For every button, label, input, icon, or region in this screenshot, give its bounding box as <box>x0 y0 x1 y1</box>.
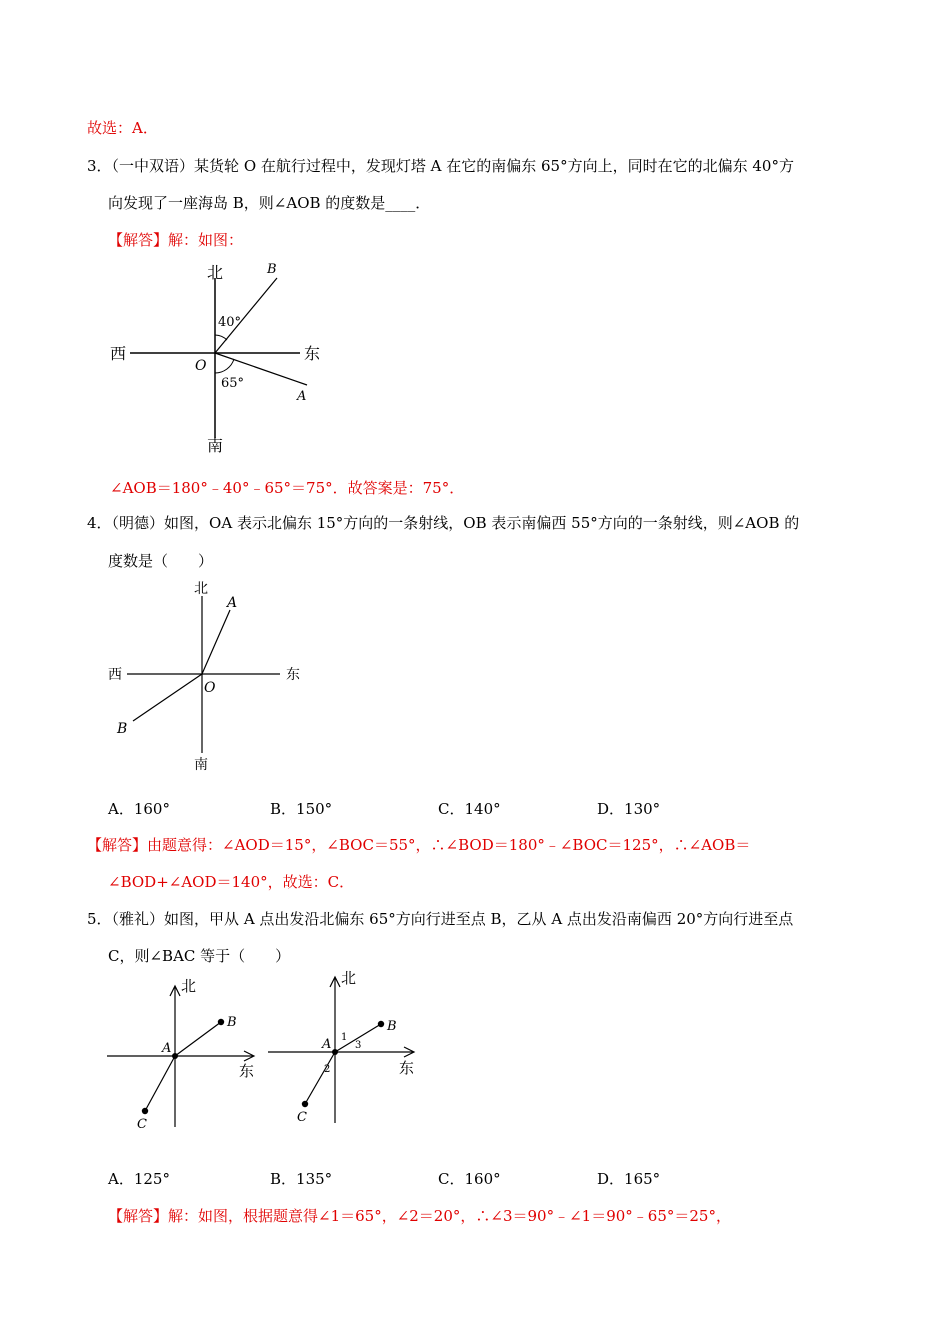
q5-right-segment-ac <box>305 1052 335 1104</box>
q5-left-label-east: 东 <box>239 1062 255 1080</box>
q3-label-north: 北 <box>207 263 224 282</box>
q3-angle-arc-65 <box>215 359 234 373</box>
q5-answer-line: 【解答】解：如图，根据题意得∠1＝65°，∠2＝20°，∴∠3＝90°﹣∠1＝90°﹣65°＝25°， <box>108 1207 731 1225</box>
q5-right-point-c <box>302 1101 308 1107</box>
q4-label-west: 西 <box>108 667 122 683</box>
q5-right-label-east: 东 <box>399 1059 415 1077</box>
q5-right-label-c: C <box>297 1110 307 1125</box>
q3-label-a: A <box>297 389 307 404</box>
q3-label-south: 南 <box>207 436 224 455</box>
q5-figure-left <box>103 972 263 1137</box>
q3-answer-line: ∠AOB＝180°﹣40°﹣65°＝75°．故答案是：75°． <box>110 479 465 497</box>
q3-label-o: O <box>195 358 207 374</box>
q5-left-label-b: B <box>227 1015 237 1030</box>
q4-compass-figure <box>105 578 315 773</box>
q5-option-d: D．165° <box>597 1170 661 1188</box>
q5-right-label-a: A <box>322 1037 332 1052</box>
q5-right-label-angle2: 2 <box>324 1064 331 1075</box>
q5-left-label-a: A <box>162 1041 172 1056</box>
q5-left-label-c: C <box>137 1117 147 1132</box>
q4-label-south: 南 <box>194 757 208 773</box>
q4-ray-oa <box>202 610 230 674</box>
q5-left-label-north: 北 <box>181 977 197 995</box>
q3-label-b: B <box>267 262 277 277</box>
q4-ray-ob <box>133 674 202 721</box>
q4-label-east: 东 <box>286 667 300 683</box>
q4-label-b: B <box>117 721 128 737</box>
q4-option-d: D．130° <box>597 800 661 818</box>
q3-compass-figure <box>105 258 335 458</box>
q3-text-line1: 3．（一中双语）某货轮 O 在航行过程中，发现灯塔 A 在它的南偏东 65°方向上，同时在它的北偏东 40°方 <box>87 157 794 175</box>
q5-left-segment-ac <box>145 1056 175 1111</box>
q3-text-line2: 向发现了一座海岛 B，则∠AOB 的度数是____． <box>108 194 431 212</box>
q3-label-west: 西 <box>110 344 127 363</box>
q3-answer-head: 【解答】解：如图： <box>108 231 244 249</box>
q5-option-a: A．125° <box>108 1170 170 1188</box>
q3-label-east: 东 <box>304 344 321 363</box>
q3-label-angle-40: 40° <box>218 315 242 330</box>
q5-left-point-c <box>142 1108 148 1114</box>
q5-text-line1: 5．（雅礼）如图，甲从 A 点出发沿北偏东 65°方向行进至点 B，乙从 A 点出发沿南偏西 20°方向行进至点 <box>87 910 794 928</box>
q5-right-label-angle1: 1 <box>341 1032 348 1043</box>
q5-option-c: C．160° <box>438 1170 501 1188</box>
q5-left-segment-ab <box>175 1022 221 1056</box>
previous-answer-conclusion: 故选：A． <box>87 119 158 137</box>
q3-angle-arc-40 <box>215 335 227 340</box>
q5-text-line2: C，则∠BAC 等于（ ） <box>108 947 291 965</box>
q5-left-point-b <box>218 1019 224 1025</box>
q4-text-line2: 度数是（ ） <box>108 552 214 570</box>
q4-label-a: A <box>227 595 238 611</box>
q5-left-point-a <box>172 1053 178 1059</box>
q5-right-label-angle3: 3 <box>355 1040 362 1051</box>
q4-label-o: O <box>204 680 216 696</box>
q4-text-line1: 4．（明德）如图，OA 表示北偏东 15°方向的一条射线，OB 表示南偏西 55°方向的一条射线，则∠AOB 的 <box>87 514 800 532</box>
q4-option-a: A．160° <box>108 800 170 818</box>
q4-answer-line1: 【解答】由题意得：∠AOD＝15°，∠BOC＝55°，∴∠BOD＝180°﹣∠BOC＝125°，∴∠AOB＝ <box>87 836 751 854</box>
q4-answer-line2: ∠BOD+∠AOD＝140°，故选：C． <box>108 873 355 891</box>
q5-right-label-b: B <box>387 1019 397 1034</box>
q5-right-point-a <box>332 1049 338 1055</box>
q4-option-b: B．150° <box>270 800 333 818</box>
q5-option-b: B．135° <box>270 1170 333 1188</box>
q5-right-point-b <box>378 1021 384 1027</box>
q4-label-north: 北 <box>194 581 208 597</box>
q4-option-c: C．140° <box>438 800 501 818</box>
q5-figure-right <box>265 968 425 1133</box>
q3-label-angle-65: 65° <box>221 376 245 391</box>
q5-right-label-north: 北 <box>341 969 357 987</box>
